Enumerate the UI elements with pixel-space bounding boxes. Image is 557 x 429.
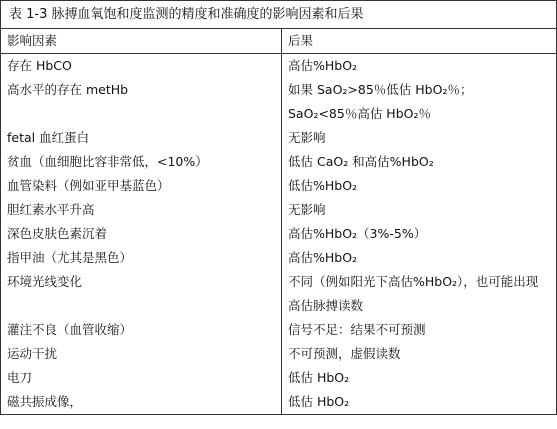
- table-row: [1, 390, 557, 415]
- factor-cell: 磁共振成像，: [1, 390, 282, 415]
- factor-cell: 运动干扰: [1, 342, 282, 366]
- table-row: [1, 78, 557, 126]
- table-row: [1, 222, 557, 246]
- table-caption: 表 1-3 脉搏血氧饱和度监测的精度和准确度的影响因素和后果: [0, 0, 557, 28]
- table-header-row: [1, 29, 557, 54]
- table-row: [1, 270, 557, 318]
- table-row: [1, 54, 557, 79]
- result-cell: [282, 126, 557, 150]
- result-line: 不同（例如阳光下高估%HbO₂），也可能出现: [288, 274, 539, 289]
- result-cell: [282, 366, 557, 390]
- factor-cell: 贫血（血细胞比容非常低，<10%）: [1, 150, 282, 174]
- result-line: SaO₂<85％高估 HbO₂％: [288, 106, 431, 121]
- header-factor: 影响因素: [1, 29, 282, 54]
- result-cell: [282, 222, 557, 246]
- result-cell: [282, 246, 557, 270]
- factor-cell: 深色皮肤色素沉着: [1, 222, 282, 246]
- result-line: 高估%HbO₂: [288, 250, 358, 265]
- result-line: 低估 CaO₂ 和高估%HbO₂: [288, 154, 434, 169]
- result-line: 无影响: [288, 202, 326, 217]
- result-cell: [282, 150, 557, 174]
- table-row: [1, 126, 557, 150]
- result-cell: [282, 174, 557, 198]
- factor-cell: 灌注不良（血管收缩）: [1, 318, 282, 342]
- result-cell: [282, 78, 557, 126]
- result-line: 高估%HbO₂: [288, 58, 358, 73]
- result-line: 低估%HbO₂: [288, 178, 358, 193]
- table-row: [1, 150, 557, 174]
- result-line: 信号不足：结果不可预测: [288, 322, 426, 337]
- result-cell: [282, 270, 557, 318]
- result-cell: [282, 390, 557, 415]
- factor-cell: 电刀: [1, 366, 282, 390]
- result-line: 低估 HbO₂: [288, 370, 350, 385]
- header-result: 后果: [282, 29, 557, 54]
- factors-table: [0, 28, 557, 415]
- factor-cell: 环境光线变化: [1, 270, 282, 318]
- factor-cell: fetal 血红蛋白: [1, 126, 282, 150]
- factor-cell: 存在 HbCO: [1, 54, 282, 79]
- table-row: [1, 198, 557, 222]
- result-cell: [282, 54, 557, 79]
- table-body: [1, 54, 557, 415]
- table-row: [1, 366, 557, 390]
- result-line: 低估 HbO₂: [288, 394, 350, 409]
- result-line: 如果 SaO₂>85％低估 HbO₂％；: [288, 82, 473, 97]
- result-cell: [282, 198, 557, 222]
- factor-cell: 指甲油（尤其是黑色）: [1, 246, 282, 270]
- result-line: 高估脉搏读数: [288, 298, 364, 313]
- factor-cell: 胆红素水平升高: [1, 198, 282, 222]
- result-cell: [282, 342, 557, 366]
- factor-cell: 血管染料（例如亚甲基蓝色）: [1, 174, 282, 198]
- result-line: 无影响: [288, 130, 326, 145]
- result-line: 不可预测，虚假读数: [288, 346, 401, 361]
- table-row: [1, 174, 557, 198]
- table-row: [1, 342, 557, 366]
- table-row: [1, 246, 557, 270]
- table-row: [1, 318, 557, 342]
- result-line: 高估%HbO₂（3%-5%）: [288, 226, 427, 241]
- result-cell: [282, 318, 557, 342]
- factor-cell: 高水平的存在 metHb: [1, 78, 282, 126]
